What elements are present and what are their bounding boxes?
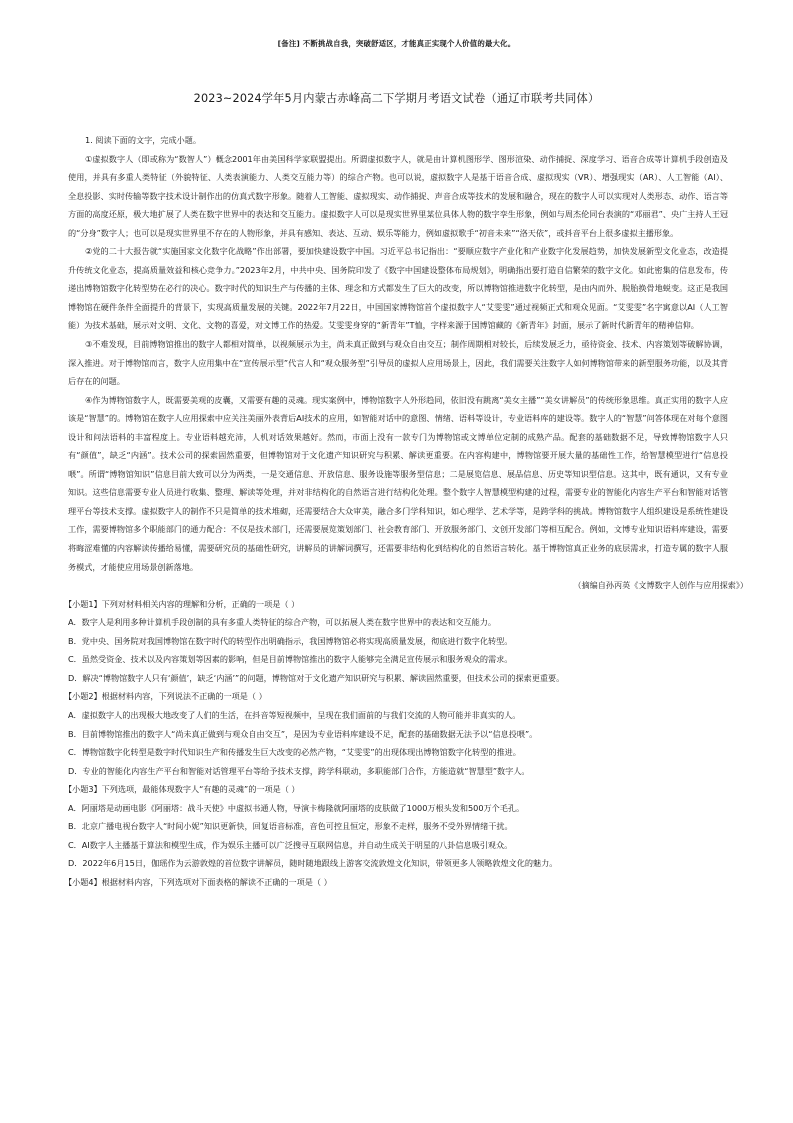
question-1-stem: 【小题1】下列对材料相关内容的理解和分析，正确的一项是（ ） bbox=[64, 598, 300, 609]
passage-paragraph-4: ④作为博物馆数字人，既需要美观的皮囊，又需要有趣的灵魂。现实案例中，博物馆数字人外形趋同，依旧没有跳离“美女主播”“美女讲解员”的传统形象思维。真正实用的数字人应该是“智慧”的。博物馆在数字人应用探索中应关注美丽外表背后AI技术的应用，如智能对话中的意图、情绪、语料等设计，专业语料库的建设等。数字人的“智慧”问答体现在对每个意图设计和问法语料的丰富程度上。专业语料越充沛，人机对话效果越好。然而，市面上没有一款专门为博物馆或文博单位定制的成熟产品。配套的基础数据不足，导致博物馆数字人只有“颜值”，缺乏“内涵”。技术公司的探索固然重要，但博物馆对于文化遗产知识研究与积累、解读更重要。在内容构建中，博物馆要开展大量的基础性工作，给智慧模型进行“信息投喂”。所谓“博物馆知识”信息目前大致可以分为两类，一是交通信息、开放信息、服务设施等服务型信息；二是展览信息、展品信息、历史等知识型信息。这其中，既有通识，又有专业知识。这些信息需要专业人员进行收集、整理、解读等处理，并对非结构化的自然语言进行结构化处理。整个数字人智慧模型构建的过程，需要专业的智能化内容生产平台和智能对话管理平台等技术支撑。虚拟数字人的制作不只是简单的技术堆砌，还需要结合大众审美，融合多门学科知识，如心理学、艺术学等，是跨学科的挑战。博物馆数字人组织建设是系统性建设工作，需要博物馆多个职能部门的通力配合：不仅是技术部门，还需要展览策划部门、社会教育部门、开放服务部门、文创开发部门等相互配合。例如，文博专业知识语料库建设，需要将晦涩难懂的内容解读传播给易懂，需要研究员的基础性研究，讲解员的讲解词撰写，还需要非结构化到结构化的自然语言转化。基于博物馆真正业务的底层需求，打造专属的数字人服务模式，才能使应用场景创新落地。 bbox=[68, 394, 728, 572]
question-3-option-c: C．AI数字人主播基于算法和模型生成，作为娱乐主播可以广泛搜寻互联网信息，并自动生成关于明星的八卦信息吸引观众。 bbox=[68, 839, 513, 850]
passage-source: （摘编自孙丙英《文博数字人创作与应用探索》） bbox=[573, 580, 748, 591]
passage-paragraph-3: ③不难发现，目前博物馆推出的数字人都相对简单，以视频展示为主，尚未真正做到与观众自由交互；制作周期相对较长，后续发展乏力，亟待资金、技术、内容策划等破解协调，深入推进。对于博物馆而言，数字人应用集中在“宣传展示型”代言人和“观众服务型”引导员的虚拟人应用场景上，因此，我们需要关注数字人如何博物馆带来的新型服务功能，以及其背后存在的问题。 bbox=[68, 339, 728, 387]
question-3-option-b: B．北京广播电视台数字人“时间小妮”知识更新快，回复语音标准，音色可控且恒定，形象不走样，服务不受外界情绪干扰。 bbox=[68, 821, 513, 832]
question-2-stem: 【小题2】根据材料内容，下列说法不正确的一项是（ ） bbox=[64, 691, 267, 702]
question-2-option-b: B．目前博物馆推出的数字人“尚未真正做到与观众自由交互”，是因为专业语料库建设不足，配套的基础数据无法予以“信息投喂”。 bbox=[68, 728, 538, 739]
question-1-option-a: A．数字人是利用多种计算机手段创制的具有多重人类特征的综合产物，可以拓展人类在数字世界中的表达和交互能力。 bbox=[68, 617, 497, 628]
question-1-option-d: D．解决“博物馆数字人只有‘颜值’，缺乏‘内涵’”的问题，博物馆对于文化遗产知识研究与积累、解读固然重要，但技术公司的探索更重要。 bbox=[68, 672, 565, 683]
question-2-option-c: C．博物馆数字化转型是数字时代知识生产和传播发生巨大改变的必然产物，“艾雯雯”的出现体现出博物馆数字化转型的推进。 bbox=[68, 747, 521, 758]
question-3-stem: 【小题3】下列选项，最能体现数字人“有趣的灵魂”的一项是（ ） bbox=[64, 784, 300, 795]
passage-paragraph-2: ②党的二十大报告就“实施国家文化数字化战略”作出部署，要加快建设数字中国。习近平总书记指出：“要顺应数字产业化和产业数字化发展趋势，加快发展新型文化业态，改造提升传统文化业态，提高质量效益和核心竞争力。”2023年2月，中共中央、国务院印发了《数字中国建设整体布局规划》，明确指出要打造自信繁荣的数字文化。如此密集的信息发布，传递出博物馆数字化转型势在必行的决心。数字时代的知识生产与传播的主体、理念和方式都发生了巨大的改变，所以博物馆推进数字化转型，是由内而外、脱胎换骨地蜕变。这正是我国博物馆在硬件条件全面提升的背景下，实现高质量发展的关键。2022年7月22日，中国国家博物馆首个虚拟数字人“艾雯雯”通过视频正式和观众见面。“艾雯雯”名字寓意以AI（人工智能）为技术基础，展示对文明、文化、文物的喜爱，对文博工作的热爱。艾雯雯身穿的“新青年”T恤，字样来源于国博馆藏的《新青年》封面，展示了新时代新青年的精神信仰。 bbox=[68, 246, 728, 331]
exam-content bbox=[64, 131, 748, 891]
passage-paragraph-1: ①虚拟数字人（即或称为“数智人”）概念2001年由美国科学家联盟提出。所谓虚拟数字人，就是由计算机图形学、图形渲染、动作捕捉、深度学习、语音合成等计算机手段创造及使用，并具有多重人类特征（外貌特征、人类表演能力、人类交互能力等）的综合产物。也可以说，虚拟数字人是基于语音合成、虚拟现实（VR）、增强现实（AR）、人工智能（AI）、全息投影、实时传输等数字技术设计制作出的仿真式数字形象。随着人工智能、虚拟现实、动作捕捉、声音合成等技术的发展和融合，现在的数字人可以实现对人类形态、动作、语言等方面的高度还原，极大地扩展了人类在数字世界中的表达和交互能力。虚拟数字人可以是现实世界里某位具体人物的数字孪生形象，例如与周杰伦同台表演的“邓丽君”、央广主持人王冠的“分身”数字人；也可以是现实世界里不存在的人物形象，并具有感知、表达、互动、娱乐等能力，例如虚拟歌手“初音未来”“洛天依”，或抖音平台上很多虚拟主播形象。 bbox=[68, 153, 728, 238]
question-1-option-b: B．党中央、国务院对我国博物馆在数字时代的转型作出明确指示，我国博物馆必将实现高质量发展，彻底进行数字化转型。 bbox=[68, 635, 513, 646]
question-1-option-c: C．虽然受资金、技术以及内容策划等因素的影响，但是目前博物馆推出的数字人能够完全满足宣传展示和服务观众的需求。 bbox=[68, 654, 513, 665]
question-4-stem: 【小题4】根据材料内容，下列选项对下面表格的解读不正确的一项是（ ） bbox=[64, 876, 332, 887]
exam-title: 2023~2024学年5月内蒙古赤峰高二下学期月考语文试卷（通辽市联考共同体） bbox=[193, 92, 600, 105]
question-2-option-a: A．虚拟数字人的出现极大地改变了人们的生活，在抖音等短视频中，呈现在我们面前的与我们交流的人物可能并非真实的人。 bbox=[68, 709, 521, 720]
page-motto: [备注] 不断挑战自我，突破舒适区，才能真正实现个人价值的最大化。 bbox=[277, 39, 516, 48]
question-2-option-d: D．专业的智能化内容生产平台和智能对话管理平台等给予技术支撑，跨学科联动，多职能部门合作，方能造就“智慧型”数字人。 bbox=[68, 765, 530, 776]
question-3-option-a: A．阿丽塔是动画电影《阿丽塔：战斗天使》中虚拟书通人物，导演卡梅隆就阿丽塔的皮肤做了1000万根头发和500万个毛孔。 bbox=[68, 802, 525, 813]
section-instruction: 1. 阅读下面的文字，完成小题。 bbox=[85, 135, 201, 145]
question-3-option-d: D．2022年6月15日，伽瑶作为云游敦煌的首位数字讲解员，随时随地跟线上游客交流敦煌文化知识，带领更多人领略敦煌文化的魅力。 bbox=[68, 858, 558, 869]
